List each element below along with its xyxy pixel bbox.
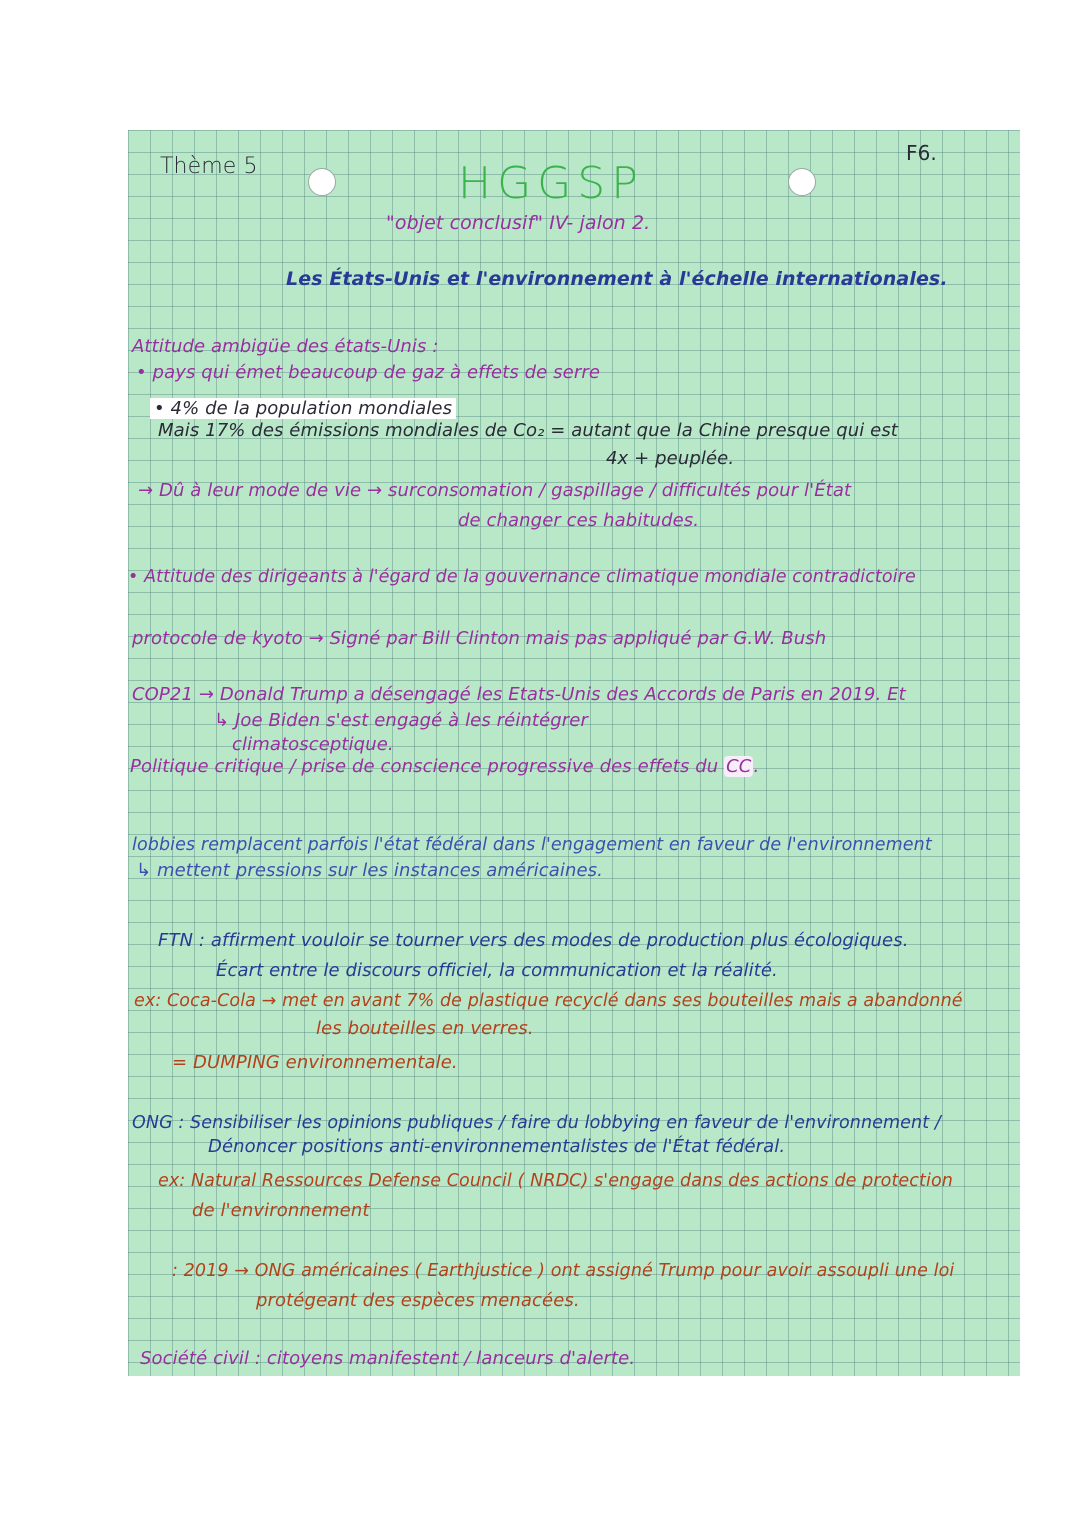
coca-cola-line1: ex: Coca-Cola → met en avant 7% de plastique recyclé dans ses bouteilles mais a abandonné bbox=[134, 991, 963, 1011]
nrdc-line2: de l'environnement bbox=[192, 1200, 370, 1221]
ftn-line2: Écart entre le discours officiel, la communication et la réalité. bbox=[216, 960, 778, 981]
section1-bullet1: • pays qui émet beaucoup de gaz à effets de serre bbox=[136, 362, 600, 383]
cc-highlight: CC bbox=[726, 756, 752, 777]
page-title: HGGSP bbox=[458, 158, 644, 209]
binder-hole-right bbox=[788, 168, 816, 196]
politique-line bbox=[130, 756, 759, 778]
politique-end: . bbox=[753, 756, 760, 777]
biden-line: ↳ Joe Biden s'est engagé à les réintégrer bbox=[214, 710, 588, 731]
section1-line3: Mais 17% des émissions mondiales de Co₂ = autant que la Chine presque qui est bbox=[158, 420, 898, 441]
lobbies-line1: lobbies remplacent parfois l'état fédéral dans l'engagement en faveur de l'environnement bbox=[132, 835, 932, 855]
dumping-line: = DUMPING environnementale. bbox=[172, 1052, 458, 1073]
section1-bullet2: • 4% de la population mondiales bbox=[150, 398, 456, 419]
binder-hole-left bbox=[308, 168, 336, 196]
politique-text: Politique critique / prise de conscience progressive des effets du bbox=[130, 756, 725, 777]
kyoto-line: protocole de kyoto → Signé par Bill Clinton mais pas appliqué par G.W. Bush bbox=[132, 628, 827, 649]
ong-line2: Dénoncer positions anti-environnementalistes de l'État fédéral. bbox=[208, 1136, 786, 1157]
main-heading: Les États-Unis et l'environnement à l'échelle internationales. bbox=[286, 268, 948, 290]
notebook-page bbox=[128, 130, 1020, 1376]
ftn-line1: FTN : affirment vouloir se tourner vers des modes de production plus écologiques. bbox=[158, 930, 909, 951]
page-code: F6. bbox=[906, 141, 937, 165]
cop21-line: COP21 → Donald Trump a désengagé les Etats-Unis des Accords de Paris en 2019. Et bbox=[132, 684, 906, 705]
earthjustice-line1: : 2019 → ONG américaines ( Earthjustice ) ont assigné Trump pour avoir assoupli une loi bbox=[172, 1261, 955, 1281]
lobbies-line2: ↳ mettent pressions sur les instances américaines. bbox=[136, 860, 603, 881]
ong-line1: ONG : Sensibiliser les opinions publiques / faire du lobbying en faveur de l'environnement / bbox=[132, 1113, 941, 1133]
section1-line4: 4x + peuplée. bbox=[606, 448, 735, 469]
coca-cola-line2: les bouteilles en verres. bbox=[316, 1018, 534, 1039]
climatosceptique-line: climatosceptique. bbox=[232, 734, 394, 755]
subtitle: "objet conclusif" IV- jalon 2. bbox=[386, 212, 651, 234]
earthjustice-line2: protégeant des espèces menacées. bbox=[256, 1290, 580, 1311]
section1-title: Attitude ambigüe des états-Unis : bbox=[132, 336, 439, 357]
theme-label: Thème 5 bbox=[160, 154, 258, 179]
section1-line6: de changer ces habitudes. bbox=[458, 510, 700, 531]
nrdc-line1: ex: Natural Ressources Defense Council ( NRDC) s'engage dans des actions de protection bbox=[158, 1171, 953, 1191]
section2-title: • Attitude des dirigeants à l'égard de la gouvernance climatique mondiale contradictoire bbox=[128, 567, 916, 587]
section1-line5: → Dû à leur mode de vie → surconsomation / gaspillage / difficultés pour l'État bbox=[138, 480, 852, 501]
societe-civile-line: Société civil : citoyens manifestent / lanceurs d'alerte. bbox=[140, 1348, 636, 1369]
